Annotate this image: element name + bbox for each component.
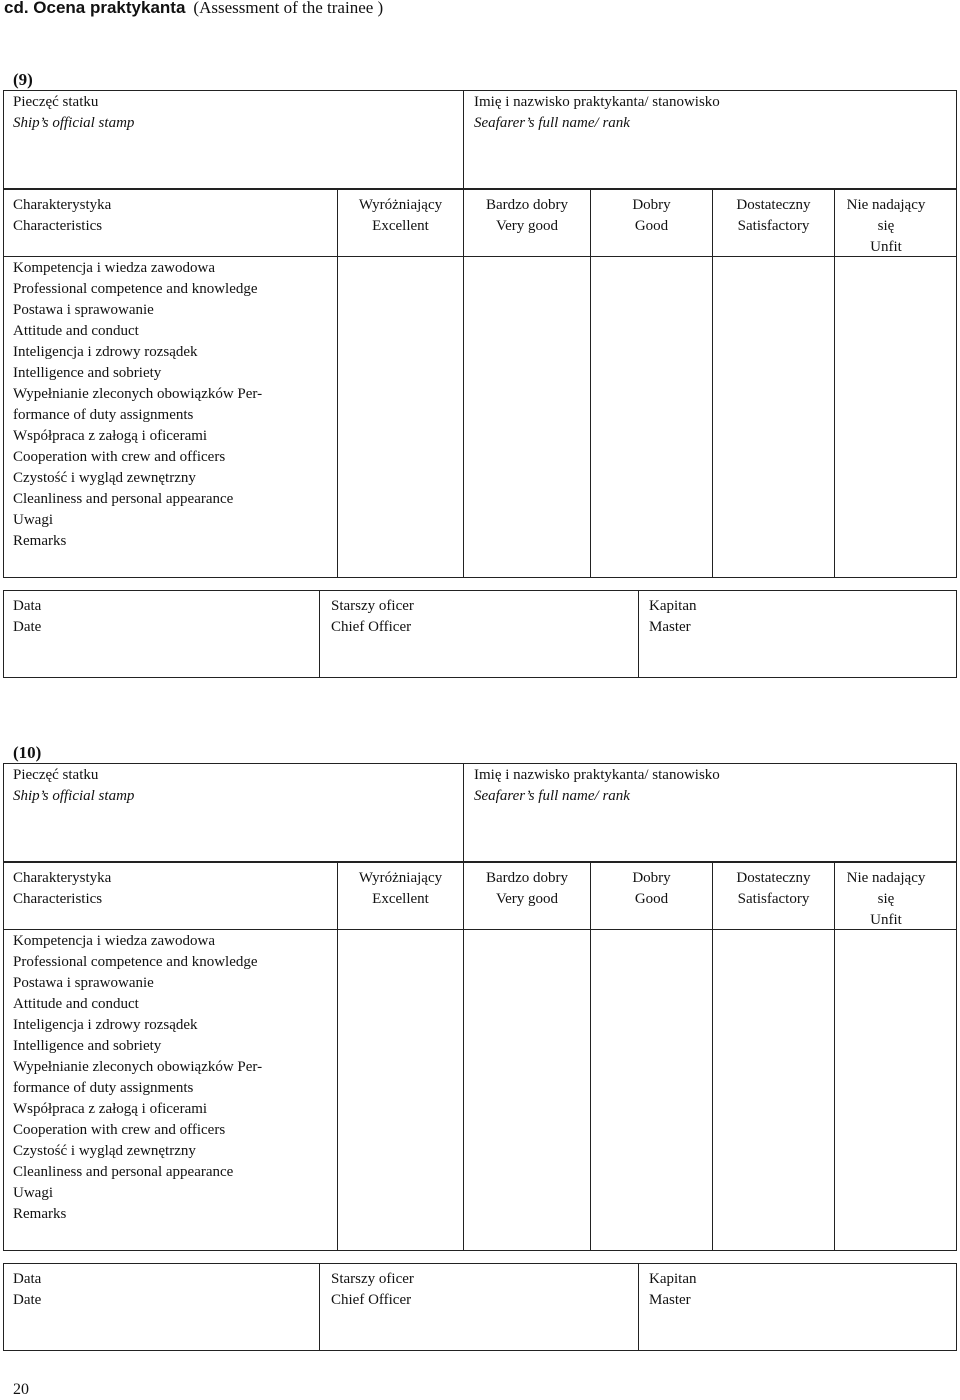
grade-good: Dobry Good <box>632 197 671 234</box>
criteria-line: Uwagi <box>13 1185 53 1201</box>
grade-excellent: Wyróżniający Excellent <box>358 870 443 907</box>
criteria-line: Intelligence and sobriety <box>13 365 162 381</box>
grade-unfit: Nie nadający się Unfit <box>846 870 926 928</box>
master-label: Kapitan Master <box>649 1271 697 1308</box>
signature-table <box>3 590 957 678</box>
criteria-line: Cooperation with crew and officers <box>13 449 226 465</box>
criteria-line: Czystość i wygląd zewnętrzny <box>13 1143 196 1159</box>
criteria-line: Uwagi <box>13 512 53 528</box>
stamp-label: Pieczęć statku Ship’s official stamp <box>13 767 135 804</box>
signature-table <box>3 1263 957 1351</box>
criteria-line: Professional competence and knowledge <box>13 954 258 970</box>
criteria-line: Kompetencja i wiedza zawodowa <box>13 933 215 949</box>
criteria-line: Cleanliness and personal appearance <box>13 491 234 507</box>
date-label: Data Date <box>13 598 42 635</box>
criteria-list <box>13 931 262 1225</box>
grade-satisfactory: Dostateczny Satisfactory <box>736 870 811 907</box>
criteria-line: Remarks <box>13 533 67 549</box>
stamp-name-table <box>3 763 957 863</box>
criteria-line: Cooperation with crew and officers <box>13 1122 226 1138</box>
criteria-line: Wypełnianie zleconych obowiązków Per- <box>13 1059 263 1075</box>
grade-very-good: Bardzo dobry Very good <box>485 870 569 907</box>
criteria-line: Professional competence and knowledge <box>13 281 258 297</box>
criteria-line: Postawa i sprawowanie <box>13 302 154 318</box>
stamp-label: Pieczęć statku Ship’s official stamp <box>13 94 135 131</box>
characteristics-table <box>3 861 957 1251</box>
criteria-line: Inteligencja i zdrowy rozsądek <box>13 344 198 360</box>
criteria-line: Cleanliness and personal appearance <box>13 1164 234 1180</box>
criteria-line: Remarks <box>13 1206 67 1222</box>
criteria-line: Współpraca z załogą i oficerami <box>13 428 208 444</box>
criteria-line: formance of duty assignments <box>13 1080 194 1096</box>
criteria-line: Czystość i wygląd zewnętrzny <box>13 470 196 486</box>
master-label: Kapitan Master <box>649 598 697 635</box>
characteristics-table <box>3 188 957 578</box>
grade-very-good: Bardzo dobry Very good <box>485 197 569 234</box>
heading-sub: (Assessment of the trainee ) <box>193 0 384 17</box>
grade-satisfactory: Dostateczny Satisfactory <box>736 197 811 234</box>
criteria-line: Inteligencja i zdrowy rozsądek <box>13 1017 198 1033</box>
criteria-line: Intelligence and sobriety <box>13 1038 162 1054</box>
heading-main: cd. Ocena praktykanta <box>4 0 186 17</box>
page-number: 20 <box>13 1381 29 1398</box>
criteria-line: Wypełnianie zleconych obowiązków Per- <box>13 386 263 402</box>
section-number: (9) <box>13 70 33 89</box>
grade-good: Dobry Good <box>632 870 671 907</box>
criteria-line: Kompetencja i wiedza zawodowa <box>13 260 215 276</box>
stamp-name-table <box>3 90 957 190</box>
chief-officer-label: Starszy oficer Chief Officer <box>331 598 414 635</box>
grade-unfit: Nie nadający się Unfit <box>846 197 926 255</box>
criteria-line: Attitude and conduct <box>13 323 139 339</box>
page-heading <box>4 0 383 19</box>
criteria-list <box>13 258 262 552</box>
date-label: Data Date <box>13 1271 42 1308</box>
criteria-line: Postawa i sprawowanie <box>13 975 154 991</box>
criteria-line: Współpraca z załogą i oficerami <box>13 1101 208 1117</box>
trainee-name-label: Imię i nazwisko praktykanta/ stanowisko Seafarer’s full name/ rank <box>474 767 720 804</box>
chief-officer-label: Starszy oficer Chief Officer <box>331 1271 414 1308</box>
grade-excellent: Wyróżniający Excellent <box>358 197 443 234</box>
characteristics-header: Charakterystyka Characteristics <box>13 197 112 234</box>
characteristics-header: Charakterystyka Characteristics <box>13 870 112 907</box>
section-number: (10) <box>13 743 42 762</box>
criteria-line: Attitude and conduct <box>13 996 139 1012</box>
trainee-name-label: Imię i nazwisko praktykanta/ stanowisko Seafarer’s full name/ rank <box>474 94 720 131</box>
criteria-line: formance of duty assignments <box>13 407 194 423</box>
